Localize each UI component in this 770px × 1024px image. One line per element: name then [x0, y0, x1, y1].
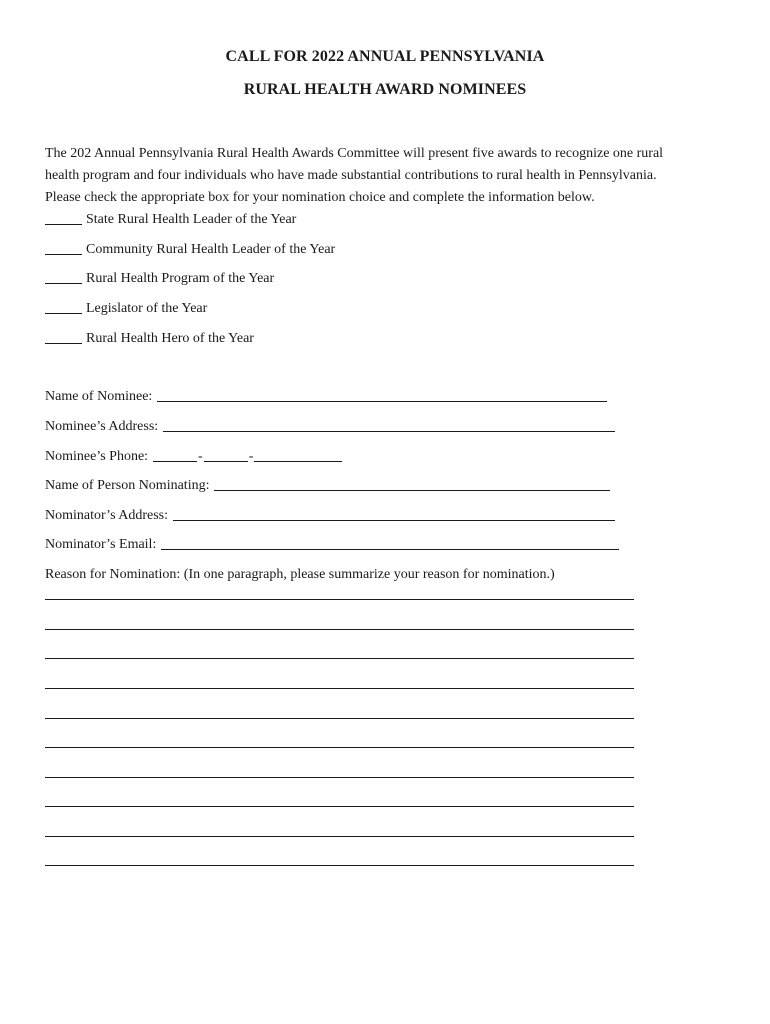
nominator-address-label: Nominator’s Address:	[45, 508, 169, 523]
nominee-phone-label: Nominee’s Phone:	[45, 449, 149, 464]
checkbox-blank[interactable]	[45, 254, 82, 255]
nominator-address-field	[45, 506, 615, 524]
reason-answer-line[interactable]	[45, 836, 634, 837]
nominator-name-input-line[interactable]	[214, 490, 610, 491]
award-choice-state-leader[interactable]	[45, 210, 296, 228]
phone-number-line[interactable]	[254, 461, 342, 462]
form-title-line-1: CALL FOR 2022 ANNUAL PENNSYLVANIA	[225, 48, 545, 65]
checkbox-blank[interactable]	[45, 224, 82, 225]
nominee-name-label: Name of Nominee:	[45, 389, 153, 404]
award-choice-label: Legislator of the Year	[86, 301, 208, 316]
nominator-address-input-line[interactable]	[173, 520, 615, 521]
reason-label: Reason for Nomination: (In one paragraph, please summarize your reason for nomination.)	[45, 567, 555, 582]
award-choice-label: Community Rural Health Leader of the Year	[86, 242, 336, 257]
reason-answer-line[interactable]	[45, 747, 634, 748]
checkbox-blank[interactable]	[45, 343, 82, 344]
checkbox-blank[interactable]	[45, 283, 82, 284]
award-choice-label: State Rural Health Leader of the Year	[86, 212, 297, 227]
phone-separator: -	[248, 449, 254, 464]
nominee-address-input-line[interactable]	[163, 431, 615, 432]
award-choice-label: Rural Health Program of the Year	[86, 271, 275, 286]
award-choice-community-leader[interactable]	[45, 240, 335, 258]
reason-answer-line[interactable]	[45, 599, 634, 600]
nominee-name-field	[45, 387, 607, 405]
reason-answer-line[interactable]	[45, 865, 634, 866]
nominee-address-field	[45, 417, 615, 435]
nominee-address-label: Nominee’s Address:	[45, 419, 159, 434]
nominee-phone-field	[45, 447, 342, 465]
award-choice-legislator[interactable]	[45, 299, 207, 317]
reason-answer-line[interactable]	[45, 658, 634, 659]
intro-paragraph	[45, 143, 725, 209]
nominee-name-input-line[interactable]	[157, 401, 607, 402]
award-choice-label: Rural Health Hero of the Year	[86, 331, 254, 346]
form-title-line-2: RURAL HEALTH AWARD NOMINEES	[243, 81, 527, 98]
intro-line-1: The 202 Annual Pennsylvania Rural Health Awards Committee will present five awards to recognize one rural	[45, 146, 664, 161]
nominator-email-label: Nominator’s Email:	[45, 537, 157, 552]
award-choice-hero[interactable]	[45, 329, 254, 347]
reason-answer-line[interactable]	[45, 718, 634, 719]
phone-separator: -	[198, 449, 203, 464]
reason-answer-line[interactable]	[45, 629, 634, 630]
phone-prefix-line[interactable]	[204, 461, 248, 462]
nominator-name-field	[45, 476, 610, 494]
award-choice-program[interactable]	[45, 269, 274, 287]
nominator-email-input-line[interactable]	[161, 549, 619, 550]
intro-line-2: health program and four individuals who have made substantial contributions to rural health in Pennsylvania.	[45, 168, 657, 183]
reason-field	[45, 565, 555, 583]
phone-area-code-line[interactable]	[153, 461, 197, 462]
checkbox-blank[interactable]	[45, 313, 82, 314]
reason-answer-line[interactable]	[45, 806, 634, 807]
nominator-name-label: Name of Person Nominating:	[45, 478, 210, 493]
reason-answer-line[interactable]	[45, 688, 634, 689]
intro-line-3: Please check the appropriate box for your nomination choice and complete the information below.	[45, 190, 595, 205]
nominator-email-field	[45, 535, 619, 553]
reason-answer-line[interactable]	[45, 777, 634, 778]
